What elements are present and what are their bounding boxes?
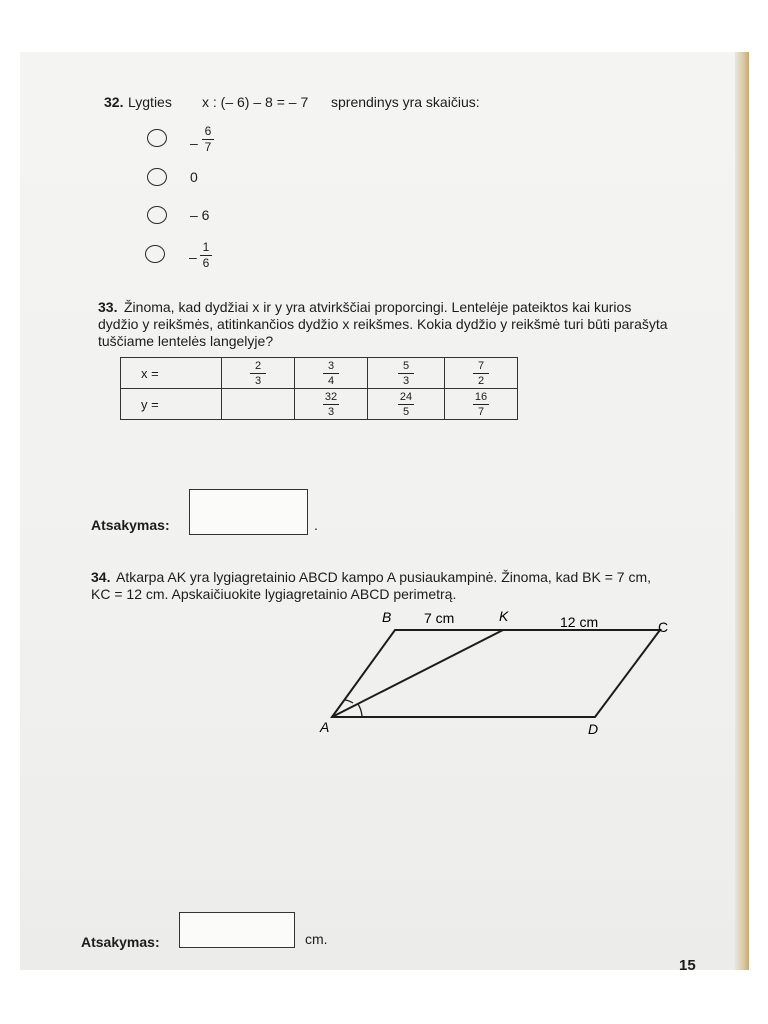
q34-line-1: Atkarpa AK yra lygiagretainio ABCD kampo A pusiaukampinė. Žinoma, kad BK = 7 cm,: [116, 569, 651, 585]
fraction-bar: [398, 404, 414, 405]
label-k: K: [499, 608, 509, 624]
y2-num: 32: [324, 390, 338, 403]
table-cell: [368, 389, 445, 420]
table-cell: [445, 358, 518, 389]
q33-number: 33.: [98, 299, 118, 315]
fraction-bar: [250, 373, 266, 374]
label-d: D: [588, 721, 599, 737]
label-b: B: [382, 609, 392, 625]
q34-answer-label: Atsakymas:: [81, 934, 160, 950]
empty-table-cell[interactable]: [222, 389, 295, 420]
row-label-y: y =: [121, 389, 222, 420]
table-row-y: [121, 389, 518, 420]
q33-answer-box[interactable]: [189, 489, 308, 535]
q32-option-4-sign: –: [189, 249, 197, 265]
q32-option-1-fraction: [202, 125, 214, 154]
values-table: [120, 357, 518, 420]
label-c: C: [658, 619, 669, 635]
q32-option-3-radio[interactable]: [147, 206, 167, 224]
page-edge: [735, 52, 749, 970]
q34-line-2: KC = 12 cm. Apskaičiuokite lygiagretainio ABCD perimetrą.: [91, 586, 457, 602]
q32-equation: x : (– 6) – 8 = – 7: [202, 94, 309, 110]
x2-num: 3: [327, 359, 335, 372]
label-kc-length: 12 cm: [560, 614, 599, 630]
q32-option-4-numerator: 1: [202, 240, 210, 254]
label-bk-length: 7 cm: [424, 610, 455, 626]
x3-den: 3: [402, 374, 410, 387]
bisector-ak: [332, 630, 503, 717]
q32-option-4-fraction: [200, 241, 212, 270]
angle-arc-2: [358, 704, 362, 716]
q32-option-1-sign: –: [190, 135, 198, 151]
y2-den: 3: [327, 405, 335, 418]
worksheet-page: [20, 52, 746, 970]
angle-arc-1: [345, 700, 353, 703]
fraction-bar: [398, 373, 414, 374]
table-cell: [222, 358, 295, 389]
q34-answer-unit: cm.: [305, 931, 328, 947]
q33-line-3: tuščiame lentelės langelyje?: [98, 333, 274, 349]
parallelogram-abcd: [332, 630, 660, 717]
x1-num: 2: [254, 359, 262, 372]
parallelogram-figure: [300, 600, 700, 750]
q32-option-1-denominator: 7: [204, 140, 212, 154]
q32-option-1-numerator: 6: [204, 124, 212, 138]
q34-number: 34.: [91, 569, 111, 585]
fraction-bar: [473, 404, 489, 405]
table-cell: [445, 389, 518, 420]
row-label-x: x =: [121, 358, 222, 389]
x2-den: 4: [327, 374, 335, 387]
y4-den: 7: [477, 405, 485, 418]
y4-num: 16: [474, 390, 488, 403]
x4-den: 2: [477, 374, 485, 387]
q33-line-1: Žinoma, kad dydžiai x ir y yra atvirkščiai proporcingi. Lentelėje pateiktos kai kurios: [124, 299, 632, 315]
fraction-bar: [473, 373, 489, 374]
q32-option-4-denominator: 6: [202, 256, 210, 270]
q32-number: 32.: [104, 94, 124, 110]
q32-option-4-radio[interactable]: [145, 245, 165, 263]
q34-answer-box[interactable]: [179, 912, 295, 948]
q32-option-3-value: – 6: [190, 207, 210, 223]
table-row-x: [121, 358, 518, 389]
fraction-bar: [323, 373, 339, 374]
q32-option-2-radio[interactable]: [147, 168, 167, 186]
label-a: A: [320, 719, 330, 735]
q32-option-2-value: 0: [190, 169, 198, 185]
table-cell: [368, 358, 445, 389]
q32-option-1-radio[interactable]: [147, 129, 167, 147]
y3-den: 5: [402, 405, 410, 418]
x4-num: 7: [477, 359, 485, 372]
x1-den: 3: [254, 374, 262, 387]
y3-num: 24: [399, 390, 413, 403]
x3-num: 5: [402, 359, 410, 372]
q33-line-2: dydžio y reikšmės, atitinkančios dydžio x reikšmes. Kokia dydžio y reikšmė turi būti parašyta: [98, 316, 668, 332]
q32-lead: Lygties: [128, 94, 172, 110]
fraction-bar: [323, 404, 339, 405]
page-number: 15: [679, 957, 696, 974]
q32-tail: sprendinys yra skaičius:: [331, 94, 480, 110]
q33-answer-suffix: .: [314, 517, 318, 533]
table-cell: [295, 358, 368, 389]
table-cell: [295, 389, 368, 420]
q33-answer-label: Atsakymas:: [91, 517, 170, 533]
